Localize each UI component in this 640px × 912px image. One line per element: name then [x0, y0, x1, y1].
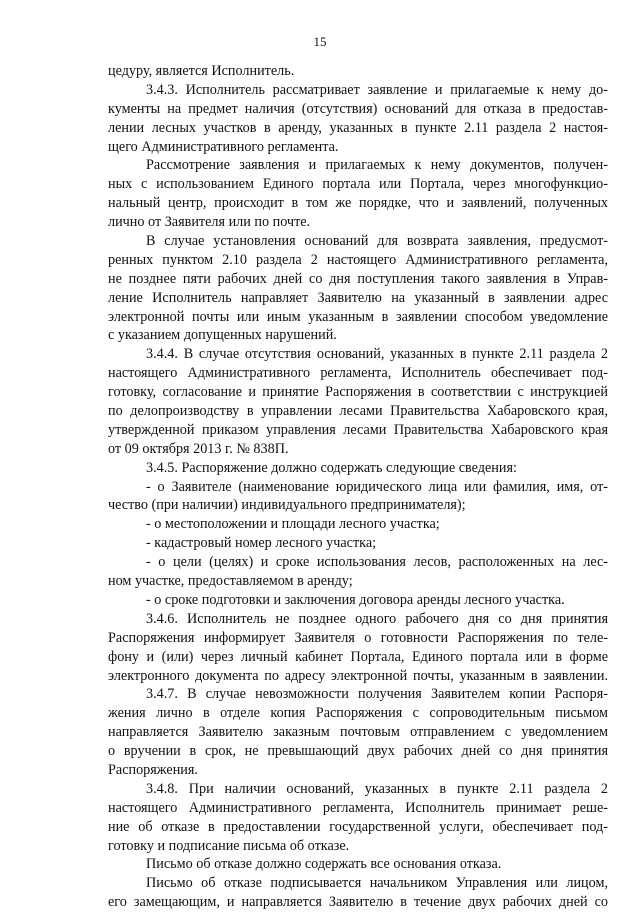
text-line: настоящего Административного регламента, Исполнитель принимает реше- — [108, 799, 608, 816]
text-line: нальный центр, происходит в том же порядке, что и заявлений, полученных — [108, 195, 608, 212]
text-line: электронной почты или иным указанным в заявлении способом уведомление — [108, 308, 608, 325]
text-line: ном участке, предоставляемом в аренду; — [108, 573, 353, 590]
text-line: - о Заявителе (наименование юридического лица или фамилия, имя, от- — [146, 478, 608, 495]
text-line: его замещающим, и направляется Заявителю в течение двух рабочих дней со — [108, 894, 608, 911]
text-line: лении лесных участков в аренду, указанных в пункте 2.11 раздела 2 настоя- — [108, 119, 608, 136]
document-text — [108, 62, 608, 912]
text-line: направляется Заявителю заказным почтовым отправлением с уведомлением — [108, 724, 608, 741]
text-line: - о цели (целях) и сроке использования лесов, расположенных на лес- — [146, 554, 608, 571]
text-line: 3.4.3. Исполнитель рассматривает заявление и прилагаемые к нему до- — [146, 81, 608, 98]
text-line: чество (при наличии) индивидуального предпринимателя); — [108, 497, 466, 514]
text-line: Распоряжения. — [108, 761, 198, 778]
text-line: ние об отказе в предоставлении государственной услуги, обеспечивает под- — [108, 818, 608, 835]
text-line: Распоряжения информирует Заявителя о готовности Распоряжения по теле- — [108, 629, 608, 646]
text-line: настоящего Административного регламента, Исполнитель обеспечивает под- — [108, 365, 608, 382]
text-line: 3.4.8. При наличии оснований, указанных в пункте 2.11 раздела 2 — [146, 780, 608, 797]
text-line: кументы на предмет наличия (отсутствия) оснований для отказа в предостав- — [108, 100, 608, 117]
text-line: 3.4.6. Исполнитель не позднее одного рабочего дня со дня принятия — [146, 610, 608, 627]
text-line: готовку и подписание письма об отказе. — [108, 837, 350, 854]
text-line: 3.4.7. В случае невозможности получения Заявителем копии Распоря- — [146, 686, 608, 703]
text-line: электронного документа по адресу электронной почты, указанным в заявлении. — [108, 667, 608, 684]
text-line: жения лично в отделе копия Распоряжения с сопроводительным письмом — [108, 705, 608, 722]
text-line: ных с использованием Единого портала или Портала, через многофункцио- — [108, 176, 608, 193]
text-line: Рассмотрение заявления и прилагаемых к нему документов, получен- — [146, 157, 608, 174]
text-line: щего Административного регламента. — [108, 138, 339, 155]
text-line: Письмо об отказе должно содержать все основания отказа. — [146, 856, 502, 873]
page-number: 15 — [313, 34, 327, 49]
text-line: фону и (или) через личный кабинет Портала, Единого портала или в форме — [108, 648, 608, 665]
text-line: Письмо об отказе подписывается начальником Управления или лицом, — [146, 875, 608, 892]
text-line: от 09 октября 2013 г. № 838П. — [108, 440, 289, 457]
text-line: готовку, согласование и принятие Распоряжения в соответствии с инструкцией — [108, 384, 608, 401]
text-line: В случае установления оснований для возврата заявления, предусмот- — [146, 233, 608, 250]
text-line: - кадастровый номер лесного участка; — [146, 535, 377, 552]
text-line: ренных пунктом 2.10 раздела 2 настоящего Административного регламента, — [108, 251, 608, 268]
text-line: о вручении в срок, не превышающий двух рабочих дней со дня принятия — [108, 743, 608, 760]
text-line: 3.4.4. В случае отсутствия оснований, указанных в пункте 2.11 раздела 2 — [146, 346, 608, 363]
text-line: лично от Заявителя или по почте. — [108, 214, 311, 231]
text-line: 3.4.5. Распоряжение должно содержать следующие сведения: — [146, 459, 517, 476]
text-line: по делопроизводству в управлении лесами Правительства Хабаровского края, — [108, 403, 608, 420]
text-line: утвержденной приказом управления лесами Правительства Хабаровского края — [108, 421, 608, 438]
text-line: цедуру, является Исполнитель. — [108, 63, 295, 79]
text-line: не позднее пяти рабочих дней со дня поступления такого заявления в Управ- — [108, 270, 608, 287]
text-line: - о местоположении и площади лесного участка; — [146, 516, 440, 533]
text-line: ление Исполнитель направляет Заявителю на указанный в заявлении адрес — [108, 289, 608, 306]
text-line: с указанием допущенных нарушений. — [108, 327, 337, 344]
text-line: - о сроке подготовки и заключения договора аренды лесного участка. — [146, 591, 565, 608]
